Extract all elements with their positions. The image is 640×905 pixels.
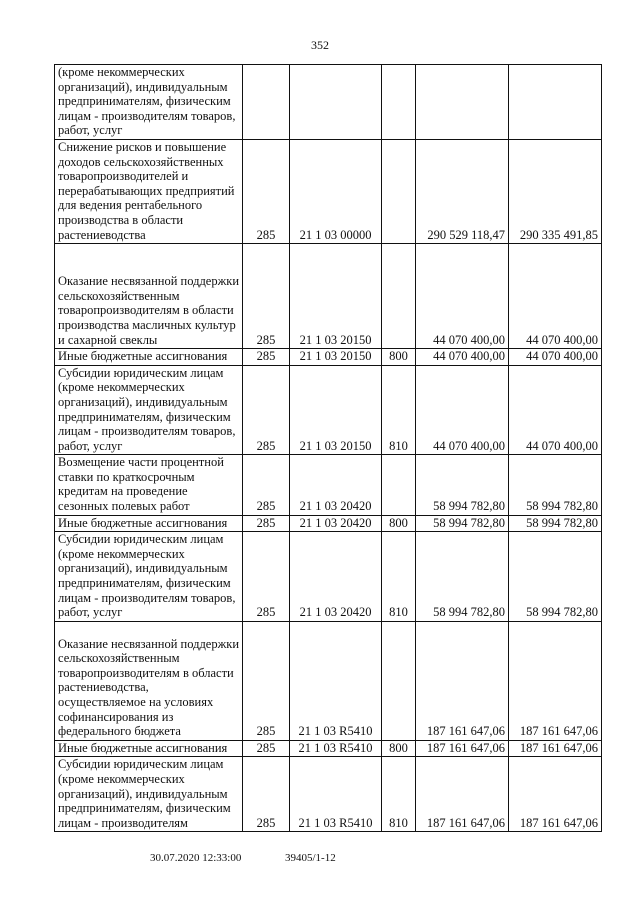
row-ved-cell: 285 [243, 349, 290, 366]
row-sum1-cell: 58 994 782,80 [416, 532, 509, 622]
table-row [55, 621, 602, 740]
row-csr-cell: 21 1 03 20150 [290, 244, 382, 349]
row-vr-cell: 810 [382, 757, 416, 832]
row-csr-cell: 21 1 03 R5410 [290, 757, 382, 832]
page-number: 352 [311, 38, 329, 52]
table-row [55, 515, 602, 532]
row-sum1-cell: 187 161 647,06 [416, 621, 509, 740]
row-name-cell: Субсидии юридическим лицам (кроме некоммерческих организаций), индивидуальным предпринимателям, физическим лицам - производителям [55, 757, 243, 832]
row-name-cell: Субсидии юридическим лицам (кроме некоммерческих организаций), индивидуальным предпринимателям, физическим лицам - производителям товаров, работ, услуг [55, 532, 243, 622]
table-row [55, 365, 602, 455]
row-sum2-cell: 58 994 782,80 [509, 455, 602, 515]
row-vr-cell: 810 [382, 365, 416, 455]
row-name-cell: Оказание несвязанной поддержки сельскохозяйственным товаропроизводителям в области производства масличных культур и сахарной свеклы [55, 244, 243, 349]
row-csr-cell: 21 1 03 20150 [290, 365, 382, 455]
row-ved-cell [243, 65, 290, 140]
row-vr-cell: 800 [382, 349, 416, 366]
row-ved-cell: 285 [243, 244, 290, 349]
row-sum1-cell [416, 65, 509, 140]
row-ved-cell: 285 [243, 621, 290, 740]
row-name-cell: Иные бюджетные ассигнования [55, 740, 243, 757]
row-sum1-cell: 58 994 782,80 [416, 515, 509, 532]
table-row [55, 139, 602, 243]
row-name-cell: Иные бюджетные ассигнования [55, 515, 243, 532]
row-name-cell: (кроме некоммерческих организаций), индивидуальным предпринимателям, физическим лицам - производителям товаров, работ, услуг [55, 65, 243, 140]
row-vr-cell: 810 [382, 532, 416, 622]
row-csr-cell: 21 1 03 R5410 [290, 740, 382, 757]
footer-datetime: 30.07.2020 12:33:00 [150, 852, 242, 864]
row-ved-cell: 285 [243, 757, 290, 832]
row-sum2-cell: 187 161 647,06 [509, 740, 602, 757]
row-vr-cell: 800 [382, 740, 416, 757]
row-sum2-cell: 290 335 491,85 [509, 139, 602, 243]
row-sum1-cell: 44 070 400,00 [416, 349, 509, 366]
row-sum2-cell: 44 070 400,00 [509, 349, 602, 366]
row-csr-cell [290, 65, 382, 140]
row-name-cell: Субсидии юридическим лицам (кроме некоммерческих организаций), индивидуальным предпринимателям, физическим лицам - производителям товаров, работ, услуг [55, 365, 243, 455]
row-name-cell: Снижение рисков и повышение доходов сельскохозяйственных товаропроизводителей и перерабатывающих предприятий для ведения рентабельного производства в области растениеводства [55, 139, 243, 243]
table-row [55, 65, 602, 140]
footer-doc-code: 39405/1-12 [285, 852, 336, 864]
row-sum2-cell: 58 994 782,80 [509, 532, 602, 622]
row-name-cell: Иные бюджетные ассигнования [55, 349, 243, 366]
row-sum1-cell: 187 161 647,06 [416, 757, 509, 832]
budget-table [54, 64, 602, 832]
row-vr-cell [382, 65, 416, 140]
row-vr-cell [382, 244, 416, 349]
row-csr-cell: 21 1 03 20150 [290, 349, 382, 366]
row-ved-cell: 285 [243, 532, 290, 622]
row-name-cell: Возмещение части процентной ставки по краткосрочным кредитам на проведение сезонных полевых работ [55, 455, 243, 515]
row-csr-cell: 21 1 03 20420 [290, 532, 382, 622]
row-name-cell: Оказание несвязанной поддержки сельскохозяйственным товаропроизводителям в области растениеводства, осуществляемое на условиях софинансирования из федерального бюджета [55, 621, 243, 740]
row-sum2-cell: 44 070 400,00 [509, 244, 602, 349]
table-row [55, 532, 602, 622]
row-csr-cell: 21 1 03 R5410 [290, 621, 382, 740]
table-row [55, 757, 602, 832]
row-ved-cell: 285 [243, 740, 290, 757]
row-vr-cell: 800 [382, 515, 416, 532]
row-sum2-cell: 58 994 782,80 [509, 515, 602, 532]
row-ved-cell: 285 [243, 139, 290, 243]
row-sum2-cell: 187 161 647,06 [509, 621, 602, 740]
row-csr-cell: 21 1 03 20420 [290, 515, 382, 532]
table-row [55, 349, 602, 366]
row-csr-cell: 21 1 03 20420 [290, 455, 382, 515]
table-row [55, 244, 602, 349]
row-ved-cell: 285 [243, 515, 290, 532]
row-vr-cell [382, 455, 416, 515]
row-ved-cell: 285 [243, 365, 290, 455]
row-ved-cell: 285 [243, 455, 290, 515]
row-sum1-cell: 44 070 400,00 [416, 365, 509, 455]
row-sum1-cell: 290 529 118,47 [416, 139, 509, 243]
row-vr-cell [382, 621, 416, 740]
row-sum2-cell: 187 161 647,06 [509, 757, 602, 832]
row-sum1-cell: 44 070 400,00 [416, 244, 509, 349]
row-vr-cell [382, 139, 416, 243]
row-sum2-cell: 44 070 400,00 [509, 365, 602, 455]
row-sum1-cell: 58 994 782,80 [416, 455, 509, 515]
table-row [55, 455, 602, 515]
row-csr-cell: 21 1 03 00000 [290, 139, 382, 243]
row-sum2-cell [509, 65, 602, 140]
table-row [55, 740, 602, 757]
row-sum1-cell: 187 161 647,06 [416, 740, 509, 757]
